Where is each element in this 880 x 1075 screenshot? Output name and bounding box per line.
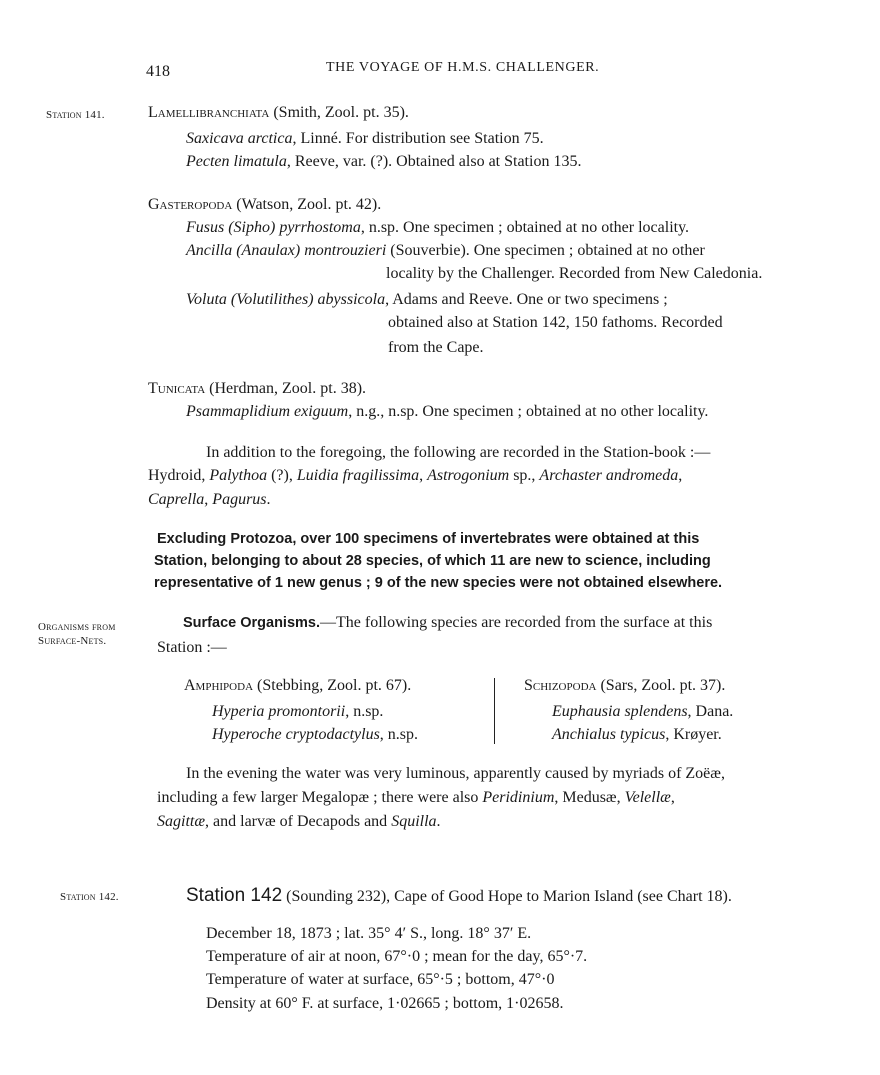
species-note: , n.sp.: [345, 703, 384, 720]
species-entry: [186, 153, 581, 171]
species-note-continuation: locality by the Challenger. Recorded from New Caledonia.: [386, 265, 763, 282]
species-entry: [212, 703, 383, 721]
species-note: (Souverbie). One specimen ; obtained at no other: [386, 242, 705, 259]
station-book-line3: [148, 491, 271, 509]
station-detail: Temperature of air at noon, 67°·0 ; mean for the day, 65°·7.: [206, 948, 588, 965]
text: .: [436, 813, 441, 830]
species-name: Pecten limatula: [186, 153, 287, 170]
species-note-continuation: from the Cape.: [388, 339, 484, 356]
text: ,: [419, 467, 428, 484]
species-note: , n.sp.: [379, 726, 419, 743]
text: ,: [670, 789, 675, 806]
group-reference: (Stebbing, Zool. pt. 67).: [253, 677, 412, 694]
summary-line3: representative of 1 new genus ; 9 of the new species were not obtained elsewhere.: [154, 575, 723, 591]
schizopoda-heading: [524, 677, 725, 695]
column-divider: [494, 678, 495, 744]
species-name: Voluta (Volutilithes) abyssicola: [186, 291, 386, 308]
species-entry: [186, 291, 668, 309]
species-name: Peridinium: [482, 789, 555, 806]
surface-organisms-line1: [183, 614, 712, 632]
species-name: Hyperia promontorii: [212, 703, 346, 720]
group-name: Amphipoda: [184, 677, 254, 694]
luminous-line2: [157, 789, 675, 807]
station-title: Station 142: [186, 885, 283, 906]
species-note-continuation: obtained also at Station 142, 150 fathoms. Recorded: [388, 314, 723, 331]
group-name: Gasteropoda: [148, 196, 233, 213]
species-entry: [186, 219, 689, 237]
running-title: THE VOYAGE OF H.M.S. CHALLENGER.: [326, 60, 600, 75]
text: —The following species are recorded from the surface at this: [320, 614, 713, 631]
amphipoda-heading: [184, 677, 411, 695]
group-reference: (Watson, Zool. pt. 42).: [232, 196, 382, 213]
species-name: Euphausia splendens: [552, 703, 688, 720]
luminous-line3: [157, 813, 441, 831]
species-entry: [212, 726, 418, 744]
group-reference: (Smith, Zool. pt. 35).: [269, 104, 409, 121]
station-detail: December 18, 1873 ; lat. 35° 4′ S., long. 18° 37′ E.: [206, 925, 532, 942]
text: ,: [678, 467, 683, 484]
species-name: Anchialus typicus: [552, 726, 666, 743]
station-detail: Density at 60° F. at surface, 1·02665 ; bottom, 1·02658.: [206, 995, 564, 1012]
margin-note-station-141: Station 141.: [46, 109, 105, 121]
gasteropoda-heading: [148, 196, 381, 214]
text: , and larvæ of Decapods and: [205, 813, 392, 830]
species-note: , Krøyer.: [665, 726, 722, 743]
group-name: Tunicata: [148, 380, 206, 397]
species-note: , n.g., n.sp. One specimen ; obtained at no other locality.: [348, 403, 709, 420]
luminous-line1: In the evening the water was very luminous, apparently caused by myriads of Zoëæ,: [186, 765, 725, 782]
surface-organisms-line2: Station :—: [157, 639, 227, 656]
species-entry: [186, 403, 708, 421]
species-name: Psammaplidium exiguum: [186, 403, 349, 420]
species-note: , n.sp. One specimen ; obtained at no other locality.: [360, 219, 690, 236]
surface-heading: Surface Organisms.: [183, 615, 320, 631]
species-entry: [552, 703, 733, 721]
group-reference: (Sars, Zool. pt. 37).: [596, 677, 726, 694]
species-entry: [186, 242, 705, 260]
text: ,: [204, 491, 213, 508]
text: Hydroid,: [148, 467, 210, 484]
species-name: Squilla: [391, 813, 437, 830]
text: including a few larger Megalopæ ; there were also: [157, 789, 483, 806]
station-detail: Temperature of water at surface, 65°·5 ; bottom, 47°·0: [206, 971, 555, 988]
species-name: Hyperoche cryptodactylus: [212, 726, 380, 743]
lamellibranchiata-heading: [148, 104, 409, 122]
species-name: Velellæ: [624, 789, 671, 806]
station-book-line1: In addition to the foregoing, the following are recorded in the Station-book :—: [206, 444, 711, 461]
text: , Medusæ,: [554, 789, 625, 806]
text: sp.,: [509, 467, 540, 484]
margin-note-organisms-line1: Organisms from: [38, 621, 116, 633]
species-name: Pagurus: [212, 491, 267, 508]
species-name: Sagittæ: [157, 813, 206, 830]
species-note: , Adams and Reeve. One or two specimens ;: [385, 291, 668, 308]
species-name: Astrogonium: [427, 467, 510, 484]
species-note: , Dana.: [687, 703, 734, 720]
species-name: Saxicava arctica: [186, 130, 293, 147]
station-title-rest: (Sounding 232), Cape of Good Hope to Marion Island (see Chart 18).: [282, 888, 732, 905]
species-note: , Reeve, var. (?). Obtained also at Station 135.: [286, 153, 582, 170]
species-entry: [186, 130, 544, 148]
text: .: [266, 491, 271, 508]
species-name: Archaster andromeda: [539, 467, 679, 484]
page-number: 418: [146, 63, 170, 80]
group-name: Lamellibranchiata: [148, 104, 270, 121]
species-note: , Linné. For distribution see Station 75.: [292, 130, 544, 147]
species-name: Caprella: [148, 491, 205, 508]
group-name: Schizopoda: [524, 677, 597, 694]
species-name: Palythoa: [209, 467, 268, 484]
species-entry: [552, 726, 722, 744]
station-book-line2: [148, 467, 682, 485]
station-142-heading: [186, 885, 732, 907]
margin-note-organisms-line2: Surface-Nets.: [38, 635, 107, 647]
species-name: Ancilla (Anaulax) montrouzieri: [186, 242, 387, 259]
margin-note-station-142: Station 142.: [60, 891, 119, 903]
tunicata-heading: [148, 380, 366, 398]
summary-line1: Excluding Protozoa, over 100 specimens of invertebrates were obtained at this: [157, 531, 700, 547]
summary-line2: Station, belonging to about 28 species, of which 11 are new to science, including: [154, 553, 711, 569]
group-reference: (Herdman, Zool. pt. 38).: [205, 380, 367, 397]
species-name: Fusus (Sipho) pyrrhostoma: [186, 219, 361, 236]
species-name: Luidia fragilissima: [296, 467, 420, 484]
text: (?),: [267, 467, 297, 484]
